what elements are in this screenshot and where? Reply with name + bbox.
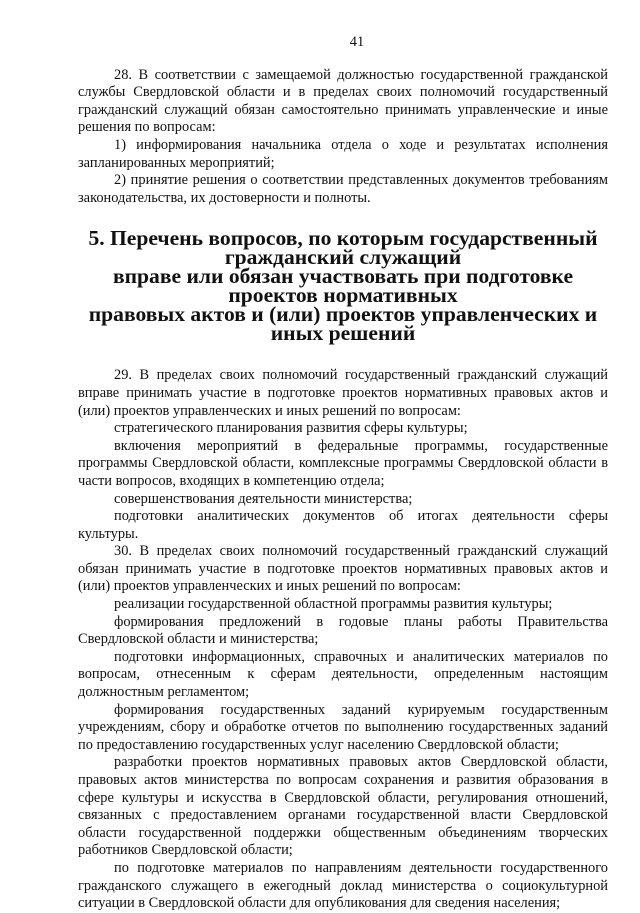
clause-29-item-4: подготовки аналитических документов об итогах деятельности сферы культуры. [78, 508, 608, 542]
section-5-heading-line-2: вправе или обязан участвовать при подготовке проектов нормативных [112, 264, 574, 308]
clause-29-item-3: совершенствования деятельности министерства; [114, 490, 413, 507]
clause-30-item-5: разработки проектов нормативных правовых актов Свердловской области, правовых актов министерства по вопросам сохранения и развития образования в сфере культуры и искусства в Свердловской области, регулирования отношений, связанных с предоставлением органами государственной власти Свердловской области государственной поддержки общественным объединениям творческих работников Свердловской области; [78, 754, 608, 859]
clause-28-item-1: 1) информирования начальника отдела о ходе и результатах исполнения запланированных мероприятий; [78, 136, 608, 171]
page-number: 41 [349, 34, 365, 50]
clause-28-intro: 28. В соответствии с замещаемой должностью государственной гражданской службы Свердловской области и в пределах своих полномочий государственный гражданский служащий обязан самостоятельно принимать управленческие и иные решения по вопросам: [78, 66, 608, 136]
clause-29-item-1: стратегического планирования развития сферы культуры; [114, 420, 468, 437]
clause-29-item-2: включения мероприятий в федеральные программы, государственные программы Свердловской области, комплексные программы Свердловской области в части вопросов, входящих в компетенцию отдела; [78, 437, 608, 489]
clause-30-item-6: по подготовке материалов по направлениям деятельности государственного гражданского служащего в ежегодный доклад министерства о социокультурной ситуации в Свердловской области для опубликования для сведения населения; [78, 859, 608, 912]
section-5-heading-line-1: 5. Перечень вопросов, по которым государственный гражданский служащий [88, 226, 598, 270]
clause-29-intro: 29. В пределах своих полномочий государственный гражданский служащий вправе принимать участие в подготовке проектов нормативных правовых актов и (или) проектов управленческих и иных решений по вопросам: [78, 367, 608, 419]
clause-30 [78, 543, 608, 912]
clause-30-item-4: формирования государственных заданий курируемым государственным учреждениям, сбору и обработке отчетов по выполнению государственных заданий по предоставлению государственных услуг населению Свердловской области; [78, 701, 608, 753]
clause-30-item-3: подготовки информационных, справочных и аналитических материалов по вопросам, отнесенным к сферам деятельности, определенным настоящим должностным регламентом; [78, 648, 608, 701]
clause-28 [78, 67, 608, 208]
clause-29 [78, 367, 608, 543]
section-5-heading [78, 226, 608, 346]
clause-30-intro: 30. В пределах своих полномочий государственный гражданский служащий обязан принимать участие в подготовке проектов нормативных правовых актов и (или) проектов управленческих и иных решений по вопросам: [78, 543, 608, 595]
clause-30-item-2: формирования предложений в годовые планы работы Правительства Свердловской области и министерства; [78, 613, 608, 648]
clause-28-item-2: 2) принятие решения о соответствии представленных документов требованиям законодательства, их достоверности и полноты. [78, 172, 608, 206]
section-5-heading-line-3: правовых актов и (или) проектов управленческих и иных решений [88, 302, 598, 346]
clause-30-item-1: реализации государственной областной программы развития культуры; [114, 596, 553, 613]
